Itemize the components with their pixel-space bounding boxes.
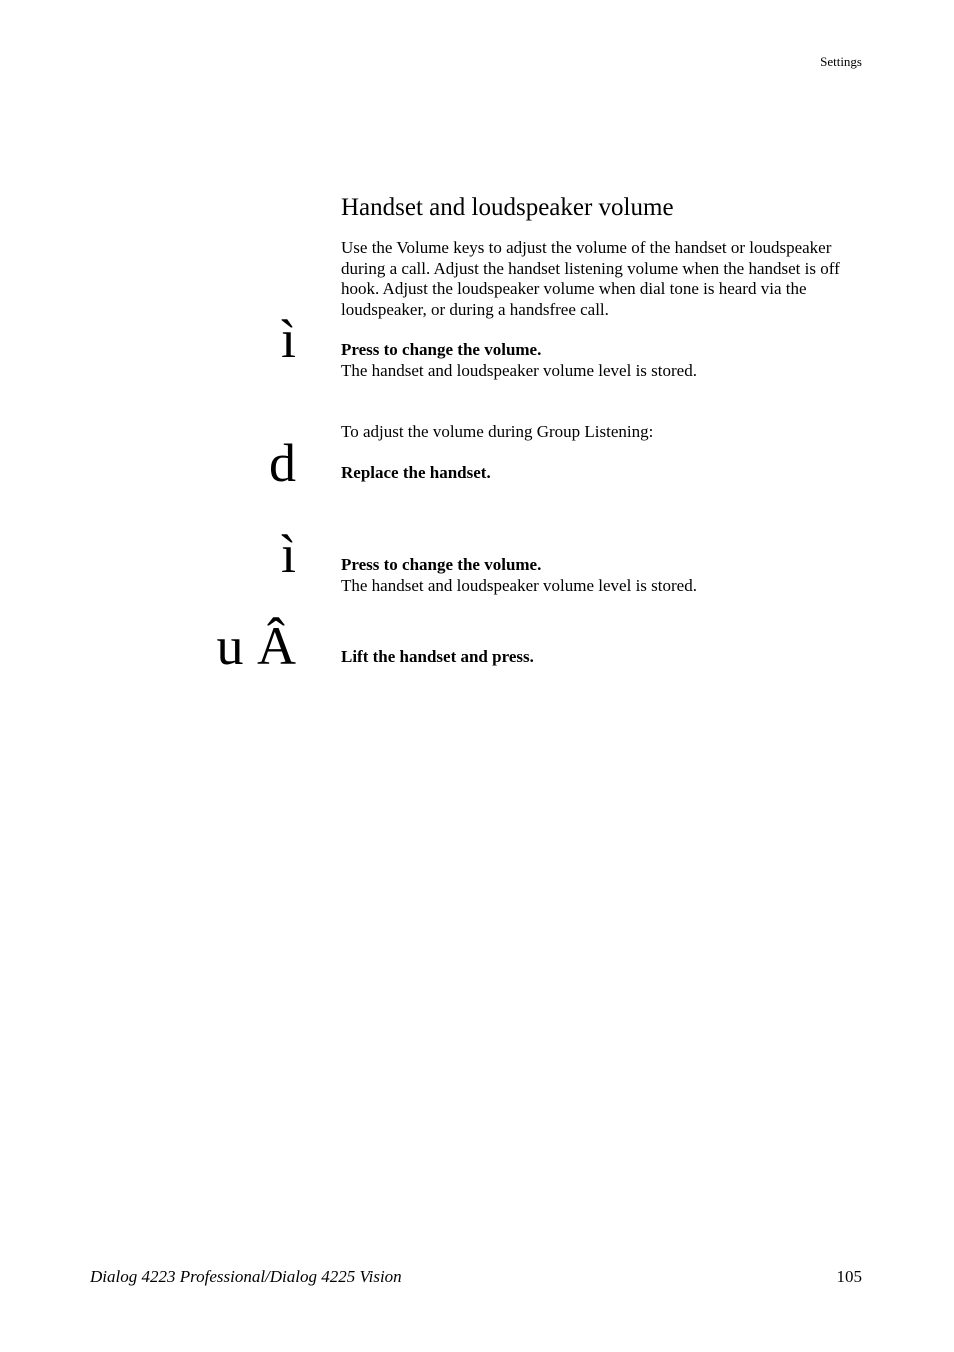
step-instruction: Press to change the volume. <box>341 555 542 574</box>
step-note: The handset and loudspeaker volume level is stored. <box>341 575 697 595</box>
step-lift-handset-press <box>341 647 534 668</box>
step-instruction: Replace the handset. <box>341 463 491 482</box>
step-press-volume <box>341 340 697 381</box>
step-note: The handset and loudspeaker volume level is stored. <box>341 360 697 380</box>
step-instruction: Lift the handset and press. <box>341 647 534 666</box>
step-instruction: Press to change the volume. <box>341 340 542 359</box>
footer-document-title: Dialog 4223 Professional/Dialog 4225 Vision <box>90 1267 402 1286</box>
running-header: Settings <box>820 54 862 69</box>
group-listening-intro: To adjust the volume during Group Listening: <box>341 422 654 441</box>
volume-key-icon: ì <box>280 524 296 584</box>
volume-key-icon: ì <box>280 309 296 369</box>
handset-on-hook-icon: d <box>269 433 296 493</box>
intro-paragraph: Use the Volume keys to adjust the volume of the handset or loudspeaker during a call. Adjust the handset listening volume when the handset is off hook. Adjust the loudspeaker volume when dial tone is heard via the loudspeaker, or during a handsfree call. <box>341 238 840 319</box>
step-replace-handset <box>341 463 491 484</box>
section-title: Handset and loudspeaker volume <box>341 194 674 221</box>
page-number: 105 <box>836 1267 862 1286</box>
lift-handset-and-loudspeaker-key-icon: u Â <box>216 616 296 676</box>
step-press-volume-group <box>341 555 697 596</box>
